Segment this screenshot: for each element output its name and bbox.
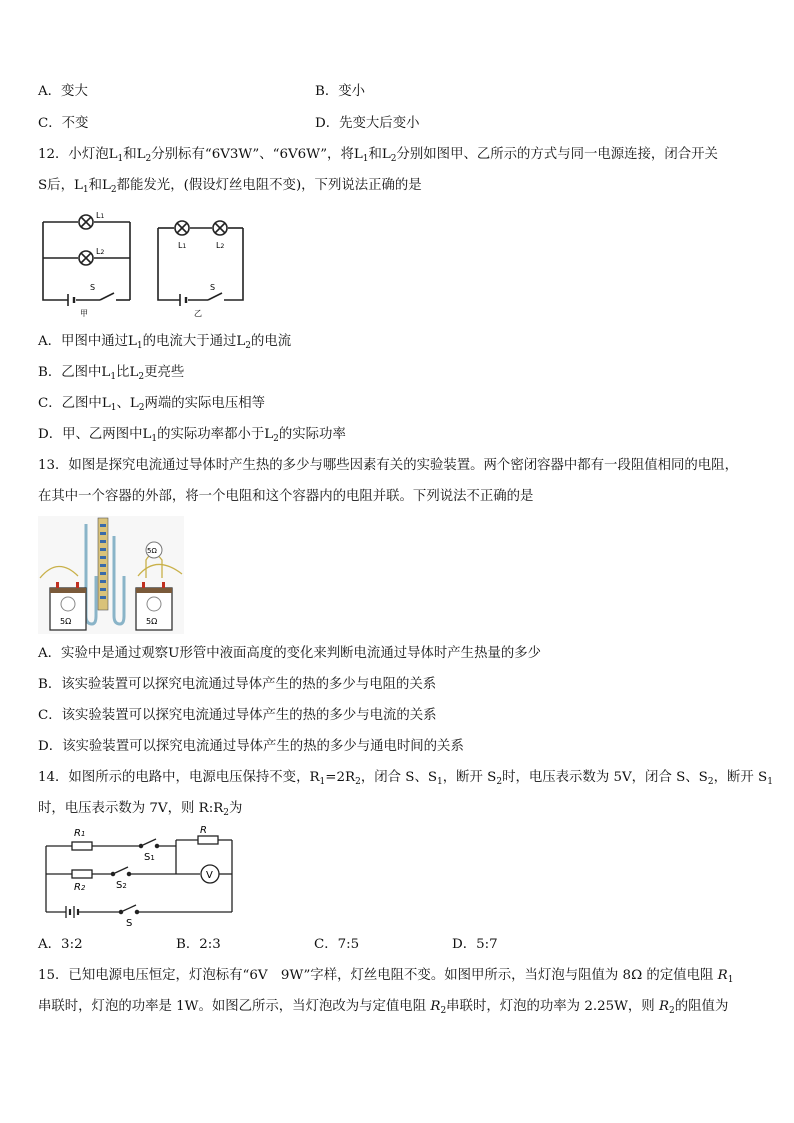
fig-label-s-yi: S xyxy=(210,283,216,292)
q13-apparatus-figure xyxy=(38,516,184,634)
fig-label-s2: S2 xyxy=(116,880,127,891)
fig-label-r: R xyxy=(200,826,207,836)
fig-label-left-resistor: 5Ω xyxy=(60,617,72,626)
fig-label-yi: 乙 xyxy=(194,309,202,318)
q13-option-b: B．该实验装置可以探究电流通过导体产生的热的多少与电阻的关系 xyxy=(38,677,437,692)
q13-stem-line1: 13．如图是探究电流通过导体时产生热的多少与哪些因素有关的实验装置。两个密闭容器中都有一段阻值相同的电阻， xyxy=(38,458,738,473)
q12-option-b: B．乙图中$L_1$比$L_2$更亮些 xyxy=(38,365,185,382)
q13-option-d: D．该实验装置可以探究电流通过导体产生的热的多少与通电时间的关系 xyxy=(38,739,464,754)
q14-circuit-figure xyxy=(40,826,240,930)
q15-stem-line2: 串联时，灯泡的功率是 1W。如图乙所示，当灯泡改为与定值电阻 $R_2$串联时，灯泡的功率为 2.25W，则 $R_2$的阻值为 xyxy=(38,999,729,1016)
fig-label-l1: L1 xyxy=(96,211,105,220)
q13-option-a: A．实验中是通过观察U形管中液面高度的变化来判断电流通过导体时产生热量的多少 xyxy=(38,646,542,661)
q12-option-d: D．甲、乙两图中$L_1$的实际功率都小于$L_2$的实际功率 xyxy=(38,427,346,444)
q11-option-a: A．变大 xyxy=(38,84,88,99)
q11-option-d: D．先变大后变小 xyxy=(315,116,420,131)
fig-label-right-resistor: 5Ω xyxy=(146,617,158,626)
fig-label-s: S xyxy=(126,918,133,929)
q12-option-a: A．甲图中通过$L_1$的电流大于通过$L_2$的电流 xyxy=(38,334,292,351)
q13-stem-line2: 在其中一个容器的外部，将一个电阻和这个容器内的电阻并联。下列说法不正确的是 xyxy=(38,489,534,504)
q14-stem-line2: 时，电压表示数为 7V，则 $R:R_2$为 xyxy=(38,801,243,818)
q14-option-c: C．7:5 xyxy=(314,937,360,952)
q14-option-a: A．3:2 xyxy=(38,937,83,952)
fig-label-l1-yi: L1 xyxy=(178,241,187,250)
q13-option-c: C．该实验装置可以探究电流通过导体产生的热的多少与电流的关系 xyxy=(38,708,437,723)
q11-option-c: C．不变 xyxy=(38,116,89,131)
q14-option-b: B．2:3 xyxy=(176,937,221,952)
fig-label-s: S xyxy=(90,283,96,292)
fig-label-l2-yi: L2 xyxy=(216,241,225,250)
q14-stem-line1: 14．如图所示的电路中，电源电压保持不变，$R_1=2R_2$，闭合 S、$S_1$，断开 $S_2$时，电压表示数为 5V，闭合 S、$S_2$，断开 $S_1$ xyxy=(38,770,773,787)
q12-option-c: C．乙图中$L_1$、$L_2$两端的实际电压相等 xyxy=(38,396,265,413)
fig-label-top-resistor: 5Ω xyxy=(147,547,157,555)
q12-stem-line1: 12．小灯泡$L_1$和$L_2$分别标有“6V3W”、“6V6W”，将$L_1$和$L_2$分别如图甲、乙所示的方式与同一电源连接，闭合开关 xyxy=(38,147,718,164)
fig-label-jia: 甲 xyxy=(80,309,88,318)
fig-label-l2: L2 xyxy=(96,247,105,256)
q14-option-d: D．5:7 xyxy=(452,937,498,952)
q12-stem-line2: S后，$L_1$和$L_2$都能发光，(假设灯丝电阻不变)，下列说法正确的是 xyxy=(38,178,422,195)
fig-label-s1: S1 xyxy=(144,852,155,863)
fig-label-r2: R2 xyxy=(74,882,86,893)
q11-option-b: B．变小 xyxy=(315,84,366,99)
q15-stem-line1: 15．已知电源电压恒定，灯泡标有“6V 9W”字样，灯丝电阻不变。如图甲所示，当灯泡与阻值为 8Ω 的定值电阻 $R_1$ xyxy=(38,968,734,985)
q12-circuit-figure xyxy=(38,210,253,320)
fig-voltmeter-v: V xyxy=(206,870,213,881)
fig-label-r1: R1 xyxy=(74,828,86,839)
